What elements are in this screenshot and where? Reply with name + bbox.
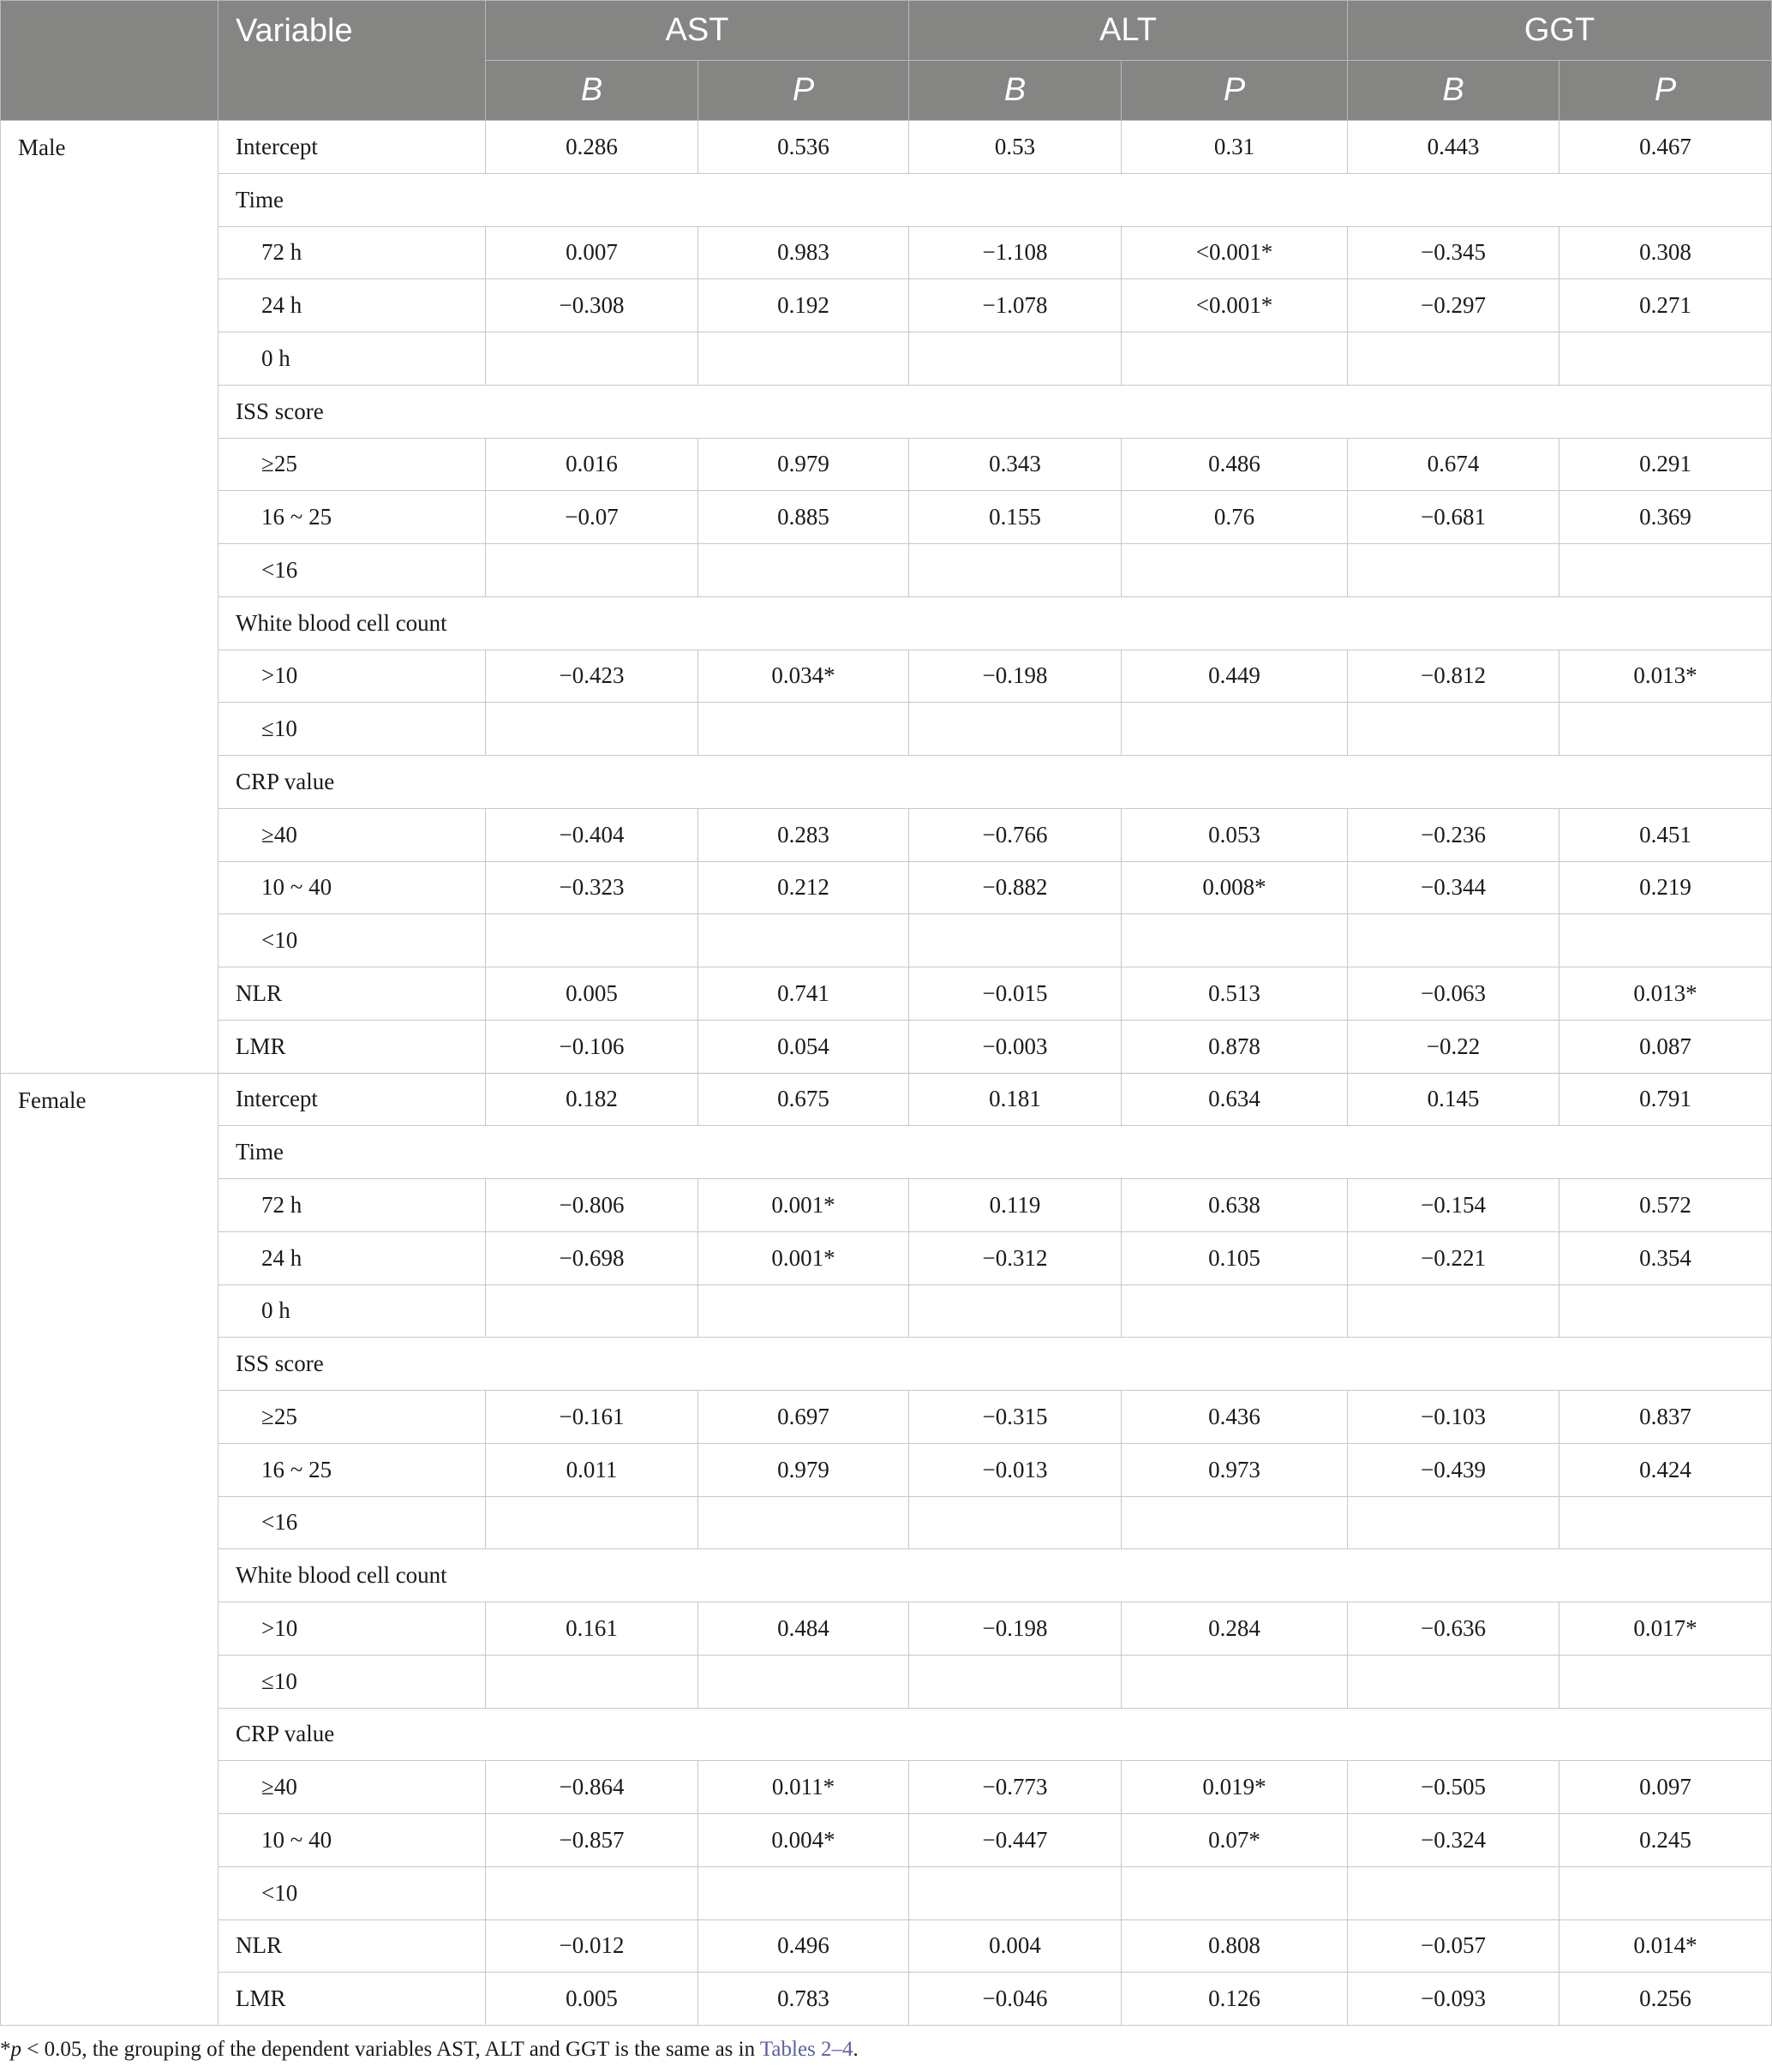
cell-ast-p <box>698 703 909 756</box>
cell-ast-p <box>698 1655 909 1708</box>
group-label: Male <box>1 121 219 1074</box>
variable-label: NLR <box>219 967 486 1021</box>
table-row <box>1 491 1772 544</box>
header-variable: Variable <box>219 1 486 121</box>
cell-ggt-p: 0.451 <box>1559 808 1772 861</box>
cell-ast-b <box>486 1285 698 1338</box>
cell-ggt-b: −0.345 <box>1348 226 1559 279</box>
cell-alt-p: 0.878 <box>1122 1020 1348 1073</box>
cell-ggt-p: 0.017* <box>1559 1602 1772 1656</box>
variable-label: 72 h <box>219 1179 486 1232</box>
variable-label: LMR <box>219 1973 486 2026</box>
cell-alt-b: 0.119 <box>909 1179 1122 1232</box>
header-ggt: GGT <box>1348 1 1772 61</box>
header-alt-b: B <box>909 61 1122 121</box>
cell-alt-b: −0.198 <box>909 1602 1122 1656</box>
cell-ggt-p <box>1559 1285 1772 1338</box>
section-label: Time <box>219 173 1772 226</box>
cell-ggt-p: 0.837 <box>1559 1391 1772 1444</box>
cell-ggt-p <box>1559 1655 1772 1708</box>
table-row <box>1 279 1772 332</box>
table-row <box>1 650 1772 703</box>
cell-ggt-b: −0.681 <box>1348 491 1559 544</box>
cell-ggt-p: 0.245 <box>1559 1814 1772 1867</box>
variable-label: 0 h <box>219 332 486 386</box>
footnote-mark: * <box>0 2038 11 2061</box>
cell-ggt-p <box>1559 1866 1772 1919</box>
cell-alt-p <box>1122 544 1348 597</box>
table-row <box>1 967 1772 1021</box>
cell-alt-p: 0.008* <box>1122 861 1348 914</box>
cell-ast-b <box>486 703 698 756</box>
cell-ggt-p: 0.369 <box>1559 491 1772 544</box>
cell-ggt-p: 0.354 <box>1559 1231 1772 1285</box>
cell-ggt-p: 0.097 <box>1559 1761 1772 1814</box>
cell-ast-p: 0.979 <box>698 438 909 491</box>
cell-ast-p: 0.212 <box>698 861 909 914</box>
cell-ggt-b <box>1348 1866 1559 1919</box>
cell-alt-b: −0.013 <box>909 1443 1122 1496</box>
table-row <box>1 1020 1772 1073</box>
cell-ast-p: 0.741 <box>698 967 909 1021</box>
cell-ggt-b <box>1348 1655 1559 1708</box>
header-ggt-b: B <box>1348 61 1559 121</box>
cell-ast-b: −0.423 <box>486 650 698 703</box>
cell-ast-b <box>486 332 698 386</box>
table-row <box>1 703 1772 756</box>
cell-ast-p: 0.283 <box>698 808 909 861</box>
cell-alt-p <box>1122 1655 1348 1708</box>
cell-alt-p: 0.105 <box>1122 1231 1348 1285</box>
cell-ast-b: 0.005 <box>486 967 698 1021</box>
header-alt: ALT <box>909 1 1348 61</box>
variable-label: ≥25 <box>219 438 486 491</box>
cell-alt-b <box>909 332 1122 386</box>
cell-ggt-b <box>1348 1496 1559 1549</box>
cell-alt-p: 0.638 <box>1122 1179 1348 1232</box>
cell-ggt-p: 0.572 <box>1559 1179 1772 1232</box>
cell-ggt-p: 0.087 <box>1559 1020 1772 1073</box>
cell-ast-p: 0.783 <box>698 1973 909 2026</box>
table-row <box>1 332 1772 386</box>
cell-ast-p: 0.034* <box>698 650 909 703</box>
cell-alt-b: −0.882 <box>909 861 1122 914</box>
table-row <box>1 121 1772 174</box>
cell-ggt-b <box>1348 1285 1559 1338</box>
table-row <box>1 1179 1772 1232</box>
table-row <box>1 1602 1772 1656</box>
cell-alt-p: 0.808 <box>1122 1919 1348 1973</box>
cell-alt-b <box>909 703 1122 756</box>
cell-ast-b: 0.286 <box>486 121 698 174</box>
cell-ast-b: −0.857 <box>486 1814 698 1867</box>
section-label: CRP value <box>219 756 1772 809</box>
cell-alt-p: 0.486 <box>1122 438 1348 491</box>
cell-ggt-b: −0.103 <box>1348 1391 1559 1444</box>
variable-label: 16 ~ 25 <box>219 1443 486 1496</box>
section-row <box>1 1126 1772 1179</box>
cell-ggt-b: −0.505 <box>1348 1761 1559 1814</box>
cell-alt-p <box>1122 1866 1348 1919</box>
section-label: CRP value <box>219 1708 1772 1761</box>
cell-ast-p: 0.001* <box>698 1231 909 1285</box>
cell-ast-b: 0.016 <box>486 438 698 491</box>
variable-label: ≥40 <box>219 1761 486 1814</box>
cell-alt-b: −1.108 <box>909 226 1122 279</box>
cell-alt-p: 0.31 <box>1122 121 1348 174</box>
cell-ggt-b <box>1348 332 1559 386</box>
cell-ast-p <box>698 914 909 967</box>
cell-alt-p <box>1122 703 1348 756</box>
cell-ast-b: −0.161 <box>486 1391 698 1444</box>
cell-ggt-p: 0.271 <box>1559 279 1772 332</box>
variable-label: >10 <box>219 1602 486 1656</box>
cell-alt-b: −0.198 <box>909 650 1122 703</box>
table-row <box>1 438 1772 491</box>
cell-ast-b <box>486 1866 698 1919</box>
cell-alt-b <box>909 1496 1122 1549</box>
table-row <box>1 544 1772 597</box>
cell-ast-b: −0.806 <box>486 1179 698 1232</box>
section-label: ISS score <box>219 385 1772 438</box>
section-row <box>1 173 1772 226</box>
cell-ggt-p <box>1559 332 1772 386</box>
cell-alt-p <box>1122 914 1348 967</box>
cell-ggt-p: 0.014* <box>1559 1919 1772 1973</box>
footnote-text: < 0.05, the grouping of the dependent variables AST, ALT and GGT is the same as in <box>21 2038 760 2061</box>
cell-ast-b: −0.698 <box>486 1231 698 1285</box>
cell-ggt-p <box>1559 914 1772 967</box>
cell-alt-p: 0.126 <box>1122 1973 1348 2026</box>
table-row <box>1 1655 1772 1708</box>
footnote-link-tables[interactable]: Tables 2–4 <box>759 2038 853 2061</box>
table-row <box>1 226 1772 279</box>
cell-alt-p: 0.76 <box>1122 491 1348 544</box>
cell-alt-b: −0.766 <box>909 808 1122 861</box>
table-row <box>1 1866 1772 1919</box>
cell-ast-b: −0.106 <box>486 1020 698 1073</box>
cell-ggt-b: −0.221 <box>1348 1231 1559 1285</box>
cell-ast-p: 0.004* <box>698 1814 909 1867</box>
cell-ggt-b: 0.674 <box>1348 438 1559 491</box>
cell-ggt-p: 0.013* <box>1559 650 1772 703</box>
header-ast: AST <box>486 1 909 61</box>
cell-alt-b: −0.015 <box>909 967 1122 1021</box>
cell-alt-p: 0.973 <box>1122 1443 1348 1496</box>
cell-ggt-b: −0.057 <box>1348 1919 1559 1973</box>
cell-ast-p: 0.192 <box>698 279 909 332</box>
variable-label: 10 ~ 40 <box>219 1814 486 1867</box>
cell-ast-b: 0.182 <box>486 1073 698 1126</box>
cell-ggt-b: −0.636 <box>1348 1602 1559 1656</box>
variable-label: NLR <box>219 1919 486 1973</box>
cell-ast-p: 0.675 <box>698 1073 909 1126</box>
table-row <box>1 1973 1772 2026</box>
variable-label: 10 ~ 40 <box>219 861 486 914</box>
cell-alt-p: 0.634 <box>1122 1073 1348 1126</box>
cell-alt-b <box>909 1655 1122 1708</box>
table-row <box>1 1496 1772 1549</box>
cell-alt-b <box>909 1866 1122 1919</box>
variable-label: ≥25 <box>219 1391 486 1444</box>
cell-ggt-b: −0.324 <box>1348 1814 1559 1867</box>
section-row <box>1 1549 1772 1602</box>
section-row <box>1 1338 1772 1391</box>
header-ggt-p: P <box>1559 61 1772 121</box>
variable-label: 24 h <box>219 279 486 332</box>
cell-ggt-p: 0.467 <box>1559 121 1772 174</box>
cell-ast-p: 0.979 <box>698 1443 909 1496</box>
footnote <box>0 2038 859 2062</box>
cell-ggt-b: −0.22 <box>1348 1020 1559 1073</box>
cell-alt-b: 0.181 <box>909 1073 1122 1126</box>
cell-ast-b: 0.011 <box>486 1443 698 1496</box>
table-body <box>1 121 1772 2026</box>
variable-label: Intercept <box>219 121 486 174</box>
cell-alt-b <box>909 914 1122 967</box>
section-row <box>1 385 1772 438</box>
header-blank <box>1 1 219 121</box>
cell-ggt-b <box>1348 914 1559 967</box>
table-row <box>1 1814 1772 1867</box>
variable-label: ≥40 <box>219 808 486 861</box>
cell-ggt-p: 0.256 <box>1559 1973 1772 2026</box>
cell-ast-p: 0.484 <box>698 1602 909 1656</box>
cell-ggt-p: 0.308 <box>1559 226 1772 279</box>
cell-ast-p: 0.001* <box>698 1179 909 1232</box>
cell-ggt-b: −0.812 <box>1348 650 1559 703</box>
cell-ast-p <box>698 544 909 597</box>
section-row <box>1 1708 1772 1761</box>
cell-alt-p: 0.513 <box>1122 967 1348 1021</box>
cell-alt-b: −1.078 <box>909 279 1122 332</box>
cell-ast-b: 0.007 <box>486 226 698 279</box>
cell-ggt-p: 0.424 <box>1559 1443 1772 1496</box>
cell-ggt-p: 0.291 <box>1559 438 1772 491</box>
cell-alt-b <box>909 1285 1122 1338</box>
cell-ast-p: 0.054 <box>698 1020 909 1073</box>
section-label: White blood cell count <box>219 596 1772 650</box>
cell-ast-b: 0.161 <box>486 1602 698 1656</box>
cell-ast-b <box>486 1655 698 1708</box>
cell-ast-b: −0.864 <box>486 1761 698 1814</box>
cell-alt-p: 0.019* <box>1122 1761 1348 1814</box>
cell-ast-b: −0.308 <box>486 279 698 332</box>
cell-ggt-b: −0.236 <box>1348 808 1559 861</box>
footnote-p-symbol: p <box>10 2038 21 2061</box>
cell-ast-p <box>698 1496 909 1549</box>
cell-ggt-b <box>1348 544 1559 597</box>
footnote-end: . <box>853 2038 859 2061</box>
variable-label: <16 <box>219 1496 486 1549</box>
cell-alt-b: 0.004 <box>909 1919 1122 1973</box>
cell-ggt-b: −0.344 <box>1348 861 1559 914</box>
cell-alt-b: 0.343 <box>909 438 1122 491</box>
cell-alt-b: 0.53 <box>909 121 1122 174</box>
cell-ast-b <box>486 914 698 967</box>
table-row <box>1 1919 1772 1973</box>
cell-ast-b: −0.012 <box>486 1919 698 1973</box>
variable-label: Intercept <box>219 1073 486 1126</box>
cell-alt-b <box>909 544 1122 597</box>
cell-alt-b: −0.773 <box>909 1761 1122 1814</box>
cell-ast-p: 0.885 <box>698 491 909 544</box>
variable-label: <10 <box>219 1866 486 1919</box>
cell-alt-p <box>1122 1285 1348 1338</box>
variable-label: 72 h <box>219 226 486 279</box>
cell-ast-b: 0.005 <box>486 1973 698 2026</box>
cell-ast-p: 0.496 <box>698 1919 909 1973</box>
cell-ast-b: −0.323 <box>486 861 698 914</box>
table-header <box>1 1 1772 121</box>
variable-label: <16 <box>219 544 486 597</box>
variable-label: 24 h <box>219 1231 486 1285</box>
table-row <box>1 1443 1772 1496</box>
variable-label: ≤10 <box>219 703 486 756</box>
cell-ggt-p: 0.219 <box>1559 861 1772 914</box>
header-row-groups <box>1 1 1772 61</box>
cell-ggt-b: −0.063 <box>1348 967 1559 1021</box>
cell-alt-b: −0.046 <box>909 1973 1122 2026</box>
section-label: ISS score <box>219 1338 1772 1391</box>
section-row <box>1 596 1772 650</box>
cell-alt-b: 0.155 <box>909 491 1122 544</box>
group-label: Female <box>1 1073 219 2026</box>
cell-ast-p: 0.536 <box>698 121 909 174</box>
cell-ggt-b: −0.093 <box>1348 1973 1559 2026</box>
cell-ast-p <box>698 332 909 386</box>
cell-ast-p <box>698 1285 909 1338</box>
cell-ast-p <box>698 1866 909 1919</box>
cell-ggt-p: 0.013* <box>1559 967 1772 1021</box>
cell-ggt-b: −0.154 <box>1348 1179 1559 1232</box>
variable-label: 16 ~ 25 <box>219 491 486 544</box>
cell-ggt-b <box>1348 703 1559 756</box>
cell-ggt-b: −0.297 <box>1348 279 1559 332</box>
cell-alt-p: 0.436 <box>1122 1391 1348 1444</box>
table-row <box>1 1073 1772 1126</box>
cell-alt-p: <0.001* <box>1122 279 1348 332</box>
cell-alt-p: 0.449 <box>1122 650 1348 703</box>
header-alt-p: P <box>1122 61 1348 121</box>
table-row <box>1 861 1772 914</box>
cell-alt-p: 0.053 <box>1122 808 1348 861</box>
cell-ast-b <box>486 544 698 597</box>
table-row <box>1 1231 1772 1285</box>
variable-label: ≤10 <box>219 1655 486 1708</box>
section-row <box>1 756 1772 809</box>
table-row <box>1 1285 1772 1338</box>
cell-ggt-b: 0.443 <box>1348 121 1559 174</box>
table-row <box>1 808 1772 861</box>
cell-ggt-b: 0.145 <box>1348 1073 1559 1126</box>
variable-label: <10 <box>219 914 486 967</box>
cell-ast-b <box>486 1496 698 1549</box>
table-row <box>1 914 1772 967</box>
cell-ggt-p <box>1559 544 1772 597</box>
cell-alt-b: −0.447 <box>909 1814 1122 1867</box>
variable-label: >10 <box>219 650 486 703</box>
table-row <box>1 1761 1772 1814</box>
cell-alt-b: −0.315 <box>909 1391 1122 1444</box>
cell-ggt-p: 0.791 <box>1559 1073 1772 1126</box>
cell-ast-p: 0.697 <box>698 1391 909 1444</box>
cell-alt-p: 0.284 <box>1122 1602 1348 1656</box>
table-row <box>1 1391 1772 1444</box>
header-ast-b: B <box>486 61 698 121</box>
header-ast-p: P <box>698 61 909 121</box>
cell-ast-b: −0.07 <box>486 491 698 544</box>
cell-alt-p <box>1122 1496 1348 1549</box>
section-label: White blood cell count <box>219 1549 1772 1602</box>
section-label: Time <box>219 1126 1772 1179</box>
cell-ggt-p <box>1559 703 1772 756</box>
cell-alt-b: −0.312 <box>909 1231 1122 1285</box>
variable-label: LMR <box>219 1020 486 1073</box>
cell-ast-p: 0.011* <box>698 1761 909 1814</box>
cell-ast-b: −0.404 <box>486 808 698 861</box>
cell-ast-p: 0.983 <box>698 226 909 279</box>
cell-alt-p: 0.07* <box>1122 1814 1348 1867</box>
cell-alt-b: −0.003 <box>909 1020 1122 1073</box>
cell-ggt-p <box>1559 1496 1772 1549</box>
variable-label: 0 h <box>219 1285 486 1338</box>
cell-ggt-b: −0.439 <box>1348 1443 1559 1496</box>
cell-alt-p <box>1122 332 1348 386</box>
cell-alt-p: <0.001* <box>1122 226 1348 279</box>
